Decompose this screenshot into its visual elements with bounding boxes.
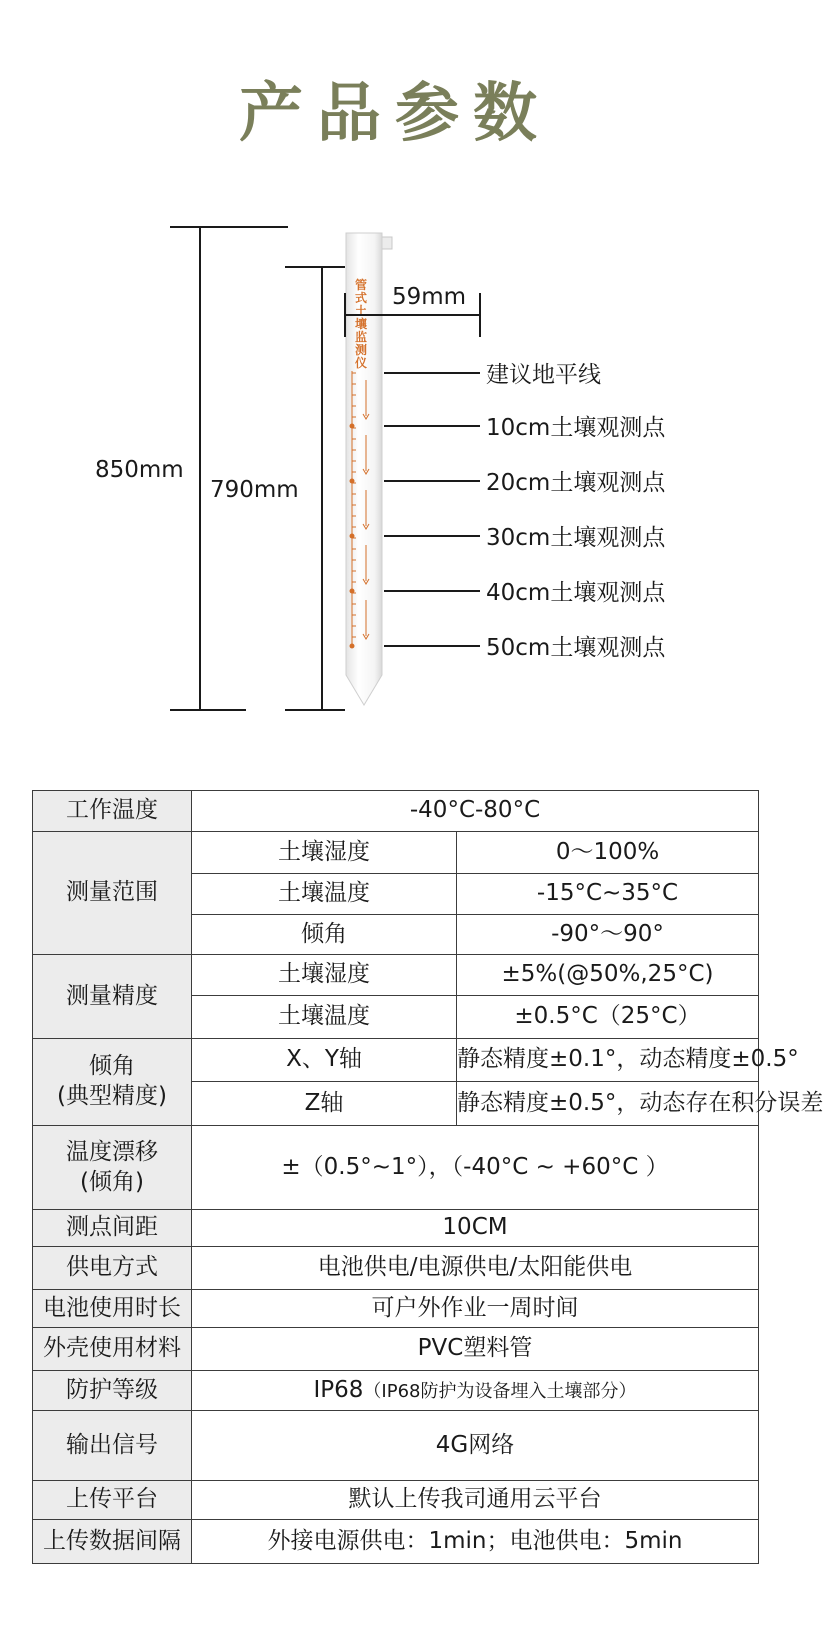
table-row [33,1481,759,1520]
drift-label [33,1126,192,1210]
sensor-marker [350,589,355,594]
sensor-marker [350,644,355,649]
platform-value: 默认上传我司通用云平台 [192,1481,759,1520]
drift-label-line1: 温度漂移 [66,1138,158,1165]
tube-label [354,277,367,370]
range-humidity-value: 0～100% [457,832,759,874]
tilt-label [33,1039,192,1126]
output-value: 4G网络 [192,1411,759,1481]
protection-value: IP68 [313,1376,364,1403]
tube [346,233,392,705]
work-temp-label: 工作温度 [33,791,192,832]
point-label: 30cm土壤观测点 [486,525,666,551]
interval-label: 上传数据间隔 [33,1520,192,1564]
tube-label-char: 式 [355,291,368,305]
tube-label-char: 监 [355,330,368,344]
range-temp-value: -15°C~35°C [457,874,759,915]
material-label: 外壳使用材料 [33,1328,192,1371]
spacing-value: 10CM [192,1210,759,1247]
point-label: 40cm土壤观测点 [486,580,666,606]
table-row [33,1126,759,1210]
range-label: 测量范围 [33,832,192,955]
accuracy-temp-name: 土壤温度 [192,996,457,1039]
table-row [33,1328,759,1371]
drift-label-line2: (倾角) [80,1168,144,1195]
spec-table [32,790,823,1564]
tube-label-char: 测 [355,343,368,357]
tube-label-char: 管 [355,278,368,292]
work-temp-value: -40°C-80°C [192,791,759,832]
tilt-z-name: Z轴 [192,1082,457,1126]
total-length-label: 850mm [95,457,184,483]
point-label: 10cm土壤观测点 [486,415,666,441]
sensor-marker [350,424,355,429]
tilt-xy-name: X、Y轴 [192,1039,457,1082]
material-value: PVC塑料管 [192,1328,759,1371]
body-length-label: 790mm [210,477,299,503]
accuracy-label: 测量精度 [33,955,192,1039]
sensor-marker [350,534,355,539]
table-row [33,791,759,832]
tube-label-char: 壤 [355,317,368,331]
range-temp-name: 土壤温度 [192,874,457,915]
page-title: 产品参数 [239,76,551,151]
table-row [33,832,759,874]
accuracy-temp-value: ±0.5°C（25°C） [457,996,759,1039]
drift-value: ±（0.5°~1°），（-40°C ~ +60°C ） [192,1126,759,1210]
table-row [33,1520,759,1564]
protection-value-cell [192,1371,759,1411]
output-label: 输出信号 [33,1411,192,1481]
accuracy-humidity-name: 土壤湿度 [192,955,457,996]
platform-label: 上传平台 [33,1481,192,1520]
spacing-label: 测点间距 [33,1210,192,1247]
point-label: 50cm土壤观测点 [486,635,666,661]
table-row [33,1290,759,1328]
table-row [33,955,759,996]
total-length-dimension [95,227,288,710]
protection-label: 防护等级 [33,1371,192,1411]
tube-label-char: 仪 [355,356,368,370]
battery-value: 可户外作业一周时间 [192,1290,759,1328]
table-row [33,1371,759,1411]
table-row [33,1411,759,1481]
power-value: 电池供电/电源供电/太阳能供电 [192,1247,759,1290]
battery-label: 电池使用时长 [33,1290,192,1328]
range-tilt-name: 倾角 [192,915,457,955]
protection-note: （IP68防护为设备埋入土壤部分） [363,1380,637,1402]
table-row [33,1039,759,1082]
tilt-z-value: 静态精度±0.5°，动态存在积分误差 [457,1082,759,1126]
product-diagram [0,215,790,735]
range-tilt-value: -90°～90° [457,915,759,955]
tilt-xy-value: 静态精度±0.1°，动态精度±0.5° [457,1039,759,1082]
interval-value: 外接电源供电：1min；电池供电：5min [192,1520,759,1564]
accuracy-humidity-value: ±5%(@50%,25°C) [457,955,759,996]
table-row [33,1247,759,1290]
tilt-label-line1: 倾角 [89,1053,135,1080]
tube-label-char: 土 [355,304,368,318]
sensor-marker [350,479,355,484]
table-row [33,1210,759,1247]
power-label: 供电方式 [33,1247,192,1290]
point-label: 20cm土壤观测点 [486,470,666,496]
point-label: 建议地平线 [486,362,601,388]
diameter-label: 59mm [392,284,467,310]
range-humidity-name: 土壤湿度 [192,832,457,874]
observation-points [384,362,666,661]
body-length-dimension [210,267,345,710]
tilt-label-line2: (典型精度) [57,1083,167,1109]
